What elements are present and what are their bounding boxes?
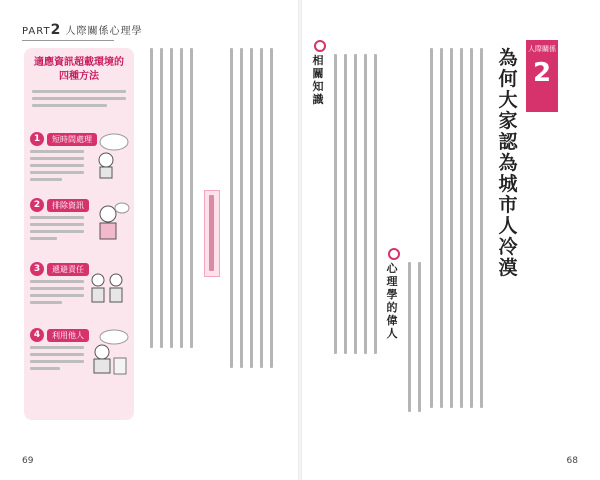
sidebar-title: 適應資訊超載環境的四種方法 bbox=[34, 57, 124, 82]
sidebar-intro bbox=[32, 90, 126, 111]
part-rule bbox=[22, 40, 114, 41]
step-tag: 遞避責任 bbox=[47, 263, 89, 276]
step-number: 2 bbox=[30, 198, 44, 212]
page-number-left: 69 bbox=[22, 456, 34, 466]
page-title: 為何大家認為城市人冷漠 bbox=[498, 47, 518, 279]
page-number-right: 68 bbox=[566, 456, 578, 466]
step-number: 4 bbox=[30, 328, 44, 342]
step-number: 1 bbox=[30, 132, 44, 146]
circle-ornament-icon bbox=[388, 248, 400, 260]
part-number: 2 bbox=[50, 22, 62, 38]
step-tag: 利用他人 bbox=[47, 329, 89, 342]
step-1-illustration bbox=[86, 132, 130, 180]
step-3 bbox=[30, 262, 130, 308]
step-2 bbox=[30, 198, 130, 244]
part-title: 人際關係心理學 bbox=[65, 26, 143, 37]
tab-label: 人際關係 bbox=[528, 45, 556, 53]
inline-note-box bbox=[204, 190, 220, 277]
part-header bbox=[22, 22, 143, 38]
section-tab bbox=[526, 40, 558, 112]
step-3-illustration bbox=[86, 262, 130, 310]
part-prefix: PART bbox=[22, 26, 51, 37]
right-page bbox=[300, 0, 600, 480]
related-heading: 相關知識 bbox=[312, 54, 324, 106]
step-tag: 排除資訊 bbox=[47, 199, 89, 212]
step-2-illustration bbox=[86, 198, 130, 246]
step-4-illustration bbox=[86, 328, 130, 376]
sidebar-box bbox=[24, 48, 134, 420]
step-4 bbox=[30, 328, 130, 374]
step-tag: 短時間處理 bbox=[47, 133, 97, 146]
psychologist-heading: 心理學的偉人 bbox=[386, 262, 398, 340]
tab-number: 2 bbox=[532, 58, 552, 88]
step-1 bbox=[30, 132, 130, 185]
step-number: 3 bbox=[30, 262, 44, 276]
circle-ornament-icon bbox=[314, 40, 326, 52]
